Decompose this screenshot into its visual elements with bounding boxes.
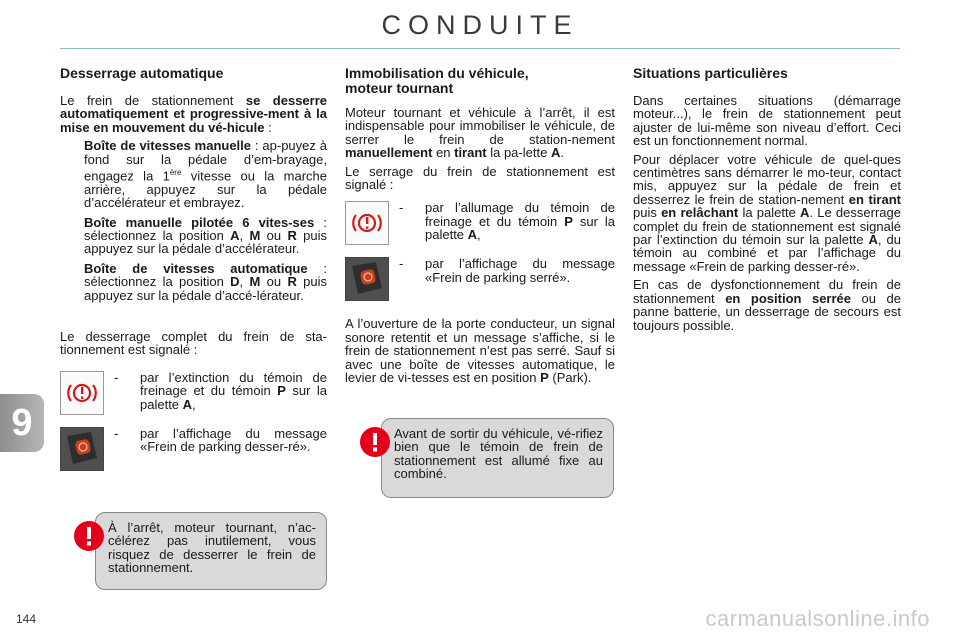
watermark: carmanualsonline.info bbox=[705, 606, 930, 631]
warning-note: Avant de sortir du véhicule, vé-rifiez bien que le témoin de frein de stationnement est allumé fixe au combiné. bbox=[381, 418, 614, 498]
parking-brake-lever-icon bbox=[60, 427, 104, 471]
paragraph: Dans certaines situations (démarrage moteur...), le frein de stationnement peut ajuster de lui-même son niveau d’effort. Ceci est un fonctionnement normal. bbox=[633, 93, 901, 149]
section-heading: Desserrage automatique bbox=[60, 65, 224, 81]
indicator-text: par l’extinction du témoin de freinage et du témoin P sur la palette A, bbox=[140, 369, 327, 412]
section-heading: Situations particulières bbox=[633, 65, 788, 81]
header-rule bbox=[60, 48, 900, 49]
indicator-text: par l’affichage du message «Frein de parking serré». bbox=[425, 256, 615, 285]
indicator-text: par l’affichage du message «Frein de parking desser-ré». bbox=[140, 425, 327, 455]
right-column bbox=[633, 66, 901, 337]
indicator-row bbox=[345, 257, 615, 317]
dash: - bbox=[399, 200, 404, 216]
warning-exclamation-icon bbox=[360, 427, 390, 457]
brake-warning-icon bbox=[345, 201, 389, 245]
paragraph: Moteur tournant et véhicule à l’arrêt, il est indispensable pour immobiliser le véhicule, de serrer le frein de station-nement manuellement en tirant la pa-lette A. bbox=[345, 105, 615, 161]
page-number: 144 bbox=[16, 612, 37, 626]
left-column bbox=[60, 66, 327, 475]
list-item: Boîte de vitesses manuelle : ap-puyez à fond sur la pédale d’em-brayage, engagez la 1ère vitesse ou la marche arrière, appuyez sur la pédale d’accélérateur et embrayez. bbox=[84, 138, 328, 211]
warning-note: À l’arrêt, moteur tournant, n’ac-célérez pas inutilement, vous risquez de desserrer le frein de stationnement. bbox=[95, 512, 327, 590]
brake-warning-icon bbox=[60, 371, 104, 415]
section-heading: Immobilisation du véhicule, moteur tournant bbox=[345, 65, 529, 96]
paragraph: Le serrage du frein de stationnement est signalé : bbox=[345, 163, 615, 193]
gearbox-list bbox=[60, 139, 327, 302]
dash: - bbox=[114, 369, 119, 385]
page-title: CONDUITE bbox=[381, 10, 579, 40]
list-item: Boîte manuelle pilotée 6 vites-ses : sélectionnez la position A, M ou R puis appuyez sur la pédale d’accélérateur. bbox=[84, 214, 327, 257]
indicator-text: par l’allumage du témoin de freinage et du témoin P sur la palette A, bbox=[425, 200, 615, 243]
paragraph: A l’ouverture de la porte conducteur, un signal sonore retentit et un message s’affiche, si le frein de stationnement n’est pas serré. Sauf si avec une boîte de vitesses automatique, le levier de vi-tesses est en position P (Park). bbox=[345, 316, 615, 386]
indicator-row bbox=[345, 201, 615, 253]
signal-paragraph: Le desserrage complet du frein de sta-tionnement est signalé : bbox=[60, 329, 327, 358]
chapter-tab: 9 bbox=[0, 394, 44, 452]
intro-paragraph: Le frein de stationnement se desserre automatiquement et progressive-ment à la mise en mouvement du vé-hicule : bbox=[60, 93, 328, 135]
dash: - bbox=[114, 425, 119, 441]
parking-brake-lever-icon bbox=[345, 257, 389, 301]
list-item: Boîte de vitesses automatique : sélectionnez la position D, M ou R puis appuyez sur la pédale d’accé-lérateur. bbox=[84, 260, 327, 303]
paragraph: Pour déplacer votre véhicule de quel-ques centimètres sans démarrer le mo-teur, contact mis, appuyez sur la pédale de frein et desserrez le frein de station-nement en tirant puis en relâchant la palette A. Le desserrage complet du frein de stationnement est signalé par l’extinction du témoin sur la palette A, du témoin au combiné et par l’affichage du message «Frein de parking desser-ré». bbox=[633, 151, 901, 274]
middle-column bbox=[345, 66, 615, 389]
dash: - bbox=[399, 256, 404, 272]
indicator-row bbox=[60, 371, 327, 423]
warning-exclamation-icon bbox=[74, 521, 104, 551]
paragraph: En cas de dysfonctionnement du frein de stationnement en position serrée ou de panne batterie, un desserrage de secours est toujours possible. bbox=[633, 277, 901, 333]
indicator-row bbox=[60, 427, 327, 475]
